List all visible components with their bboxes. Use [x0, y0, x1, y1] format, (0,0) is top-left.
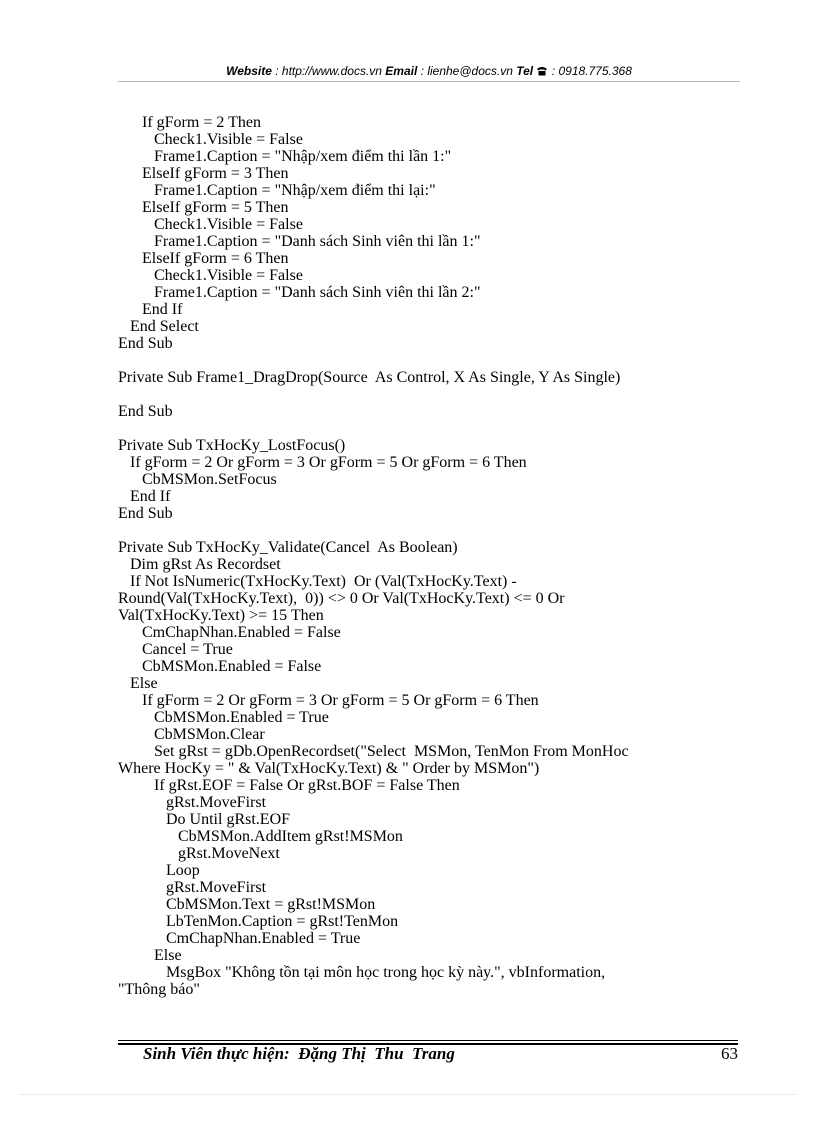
code-line: End Sub [118, 505, 173, 522]
code-listing [118, 114, 758, 998]
code-line: Private Sub Frame1_DragDrop(Source As Control, X As Single, Y As Single) [118, 369, 621, 386]
code-line: Private Sub TxHocKy_LostFocus() [118, 437, 346, 454]
page-number: 63 [721, 1044, 738, 1063]
email-label: Email [385, 64, 418, 78]
code-line: Set gRst = gDb.OpenRecordset("Select MSMon, TenMon From MonHoc [118, 743, 629, 760]
header-divider [118, 81, 740, 82]
website-label: Website [226, 64, 272, 78]
code-line: CbMSMon.Enabled = False [118, 658, 322, 675]
code-line: Cancel = True [118, 641, 233, 658]
code-line: End If [118, 488, 171, 505]
code-line: End Sub [118, 335, 173, 352]
code-line: Frame1.Caption = "Nhập/xem điểm thi lại:" [118, 182, 436, 199]
code-line: ElseIf gForm = 3 Then [118, 165, 289, 182]
code-line: Check1.Visible = False [118, 267, 303, 284]
code-line: End If [118, 301, 183, 318]
code-line: Else [118, 675, 158, 692]
code-line: CbMSMon.SetFocus [118, 471, 277, 488]
code-line: If Not IsNumeric(TxHocKy.Text) Or (Val(TxHocKy.Text) - [118, 573, 517, 590]
code-line [118, 352, 758, 369]
code-line: If gForm = 2 Or gForm = 3 Or gForm = 5 Or gForm = 6 Then [118, 454, 527, 471]
code-line: Frame1.Caption = "Danh sách Sinh viên thi lần 1:" [118, 233, 481, 250]
code-line: ElseIf gForm = 5 Then [118, 199, 289, 216]
code-line: Loop [118, 862, 200, 879]
code-line [118, 522, 758, 539]
code-line: End Sub [118, 403, 173, 420]
code-line: If gForm = 2 Then [118, 114, 261, 131]
phone-icon [536, 66, 548, 76]
code-line: gRst.MoveFirst [118, 794, 267, 811]
code-line: Dim gRst As Recordset [118, 556, 281, 573]
code-line: CbMSMon.Enabled = True [118, 709, 329, 726]
code-line: Val(TxHocKy.Text) >= 15 Then [118, 607, 324, 624]
code-line: gRst.MoveFirst [118, 879, 267, 896]
footer-author: Sinh Viên thực hiện: Đặng Thị Thu Trang [143, 1044, 455, 1063]
code-line: CbMSMon.Clear [118, 726, 265, 743]
code-line: Frame1.Caption = "Danh sách Sinh viên thi lần 2:" [118, 284, 481, 301]
code-line: Else [118, 947, 182, 964]
code-line: Private Sub TxHocKy_Validate(Cancel As Boolean) [118, 539, 458, 556]
code-line: Frame1.Caption = "Nhập/xem điểm thi lần 1:" [118, 148, 452, 165]
code-line: End Select [118, 318, 199, 335]
footer-divider-thin [118, 1040, 738, 1041]
code-line [118, 386, 758, 403]
code-line: CbMSMon.Text = gRst!MSMon [118, 896, 376, 913]
code-line: ElseIf gForm = 6 Then [118, 250, 289, 267]
code-line: "Thông báo" [118, 981, 200, 998]
code-line: CmChapNhan.Enabled = False [118, 624, 341, 641]
code-line: Check1.Visible = False [118, 216, 303, 233]
code-line: MsgBox "Không tồn tại môn học trong học kỳ này.", vbInformation, [118, 964, 606, 981]
code-line: Check1.Visible = False [118, 131, 303, 148]
code-line: CbMSMon.AddItem gRst!MSMon [118, 828, 403, 845]
code-line: gRst.MoveNext [118, 845, 280, 862]
code-line [118, 420, 758, 437]
code-line: Round(Val(TxHocKy.Text), 0)) <> 0 Or Val(TxHocKy.Text) <= 0 Or [118, 590, 565, 607]
code-line: If gForm = 2 Or gForm = 3 Or gForm = 5 Or gForm = 6 Then [118, 692, 539, 709]
tel-label: Tel [516, 64, 534, 78]
website-value: : http://www.docs.vn [271, 64, 386, 78]
email-value: : lienhe@docs.vn [417, 64, 517, 78]
code-line: Where HocKy = " & Val(TxHocKy.Text) & " Order by MSMon") [118, 760, 540, 777]
page-bottom-border [20, 1094, 796, 1095]
code-line: Do Until gRst.EOF [118, 811, 291, 828]
code-line: CmChapNhan.Enabled = True [118, 930, 361, 947]
page-header [118, 64, 740, 78]
code-line: If gRst.EOF = False Or gRst.BOF = False Then [118, 777, 460, 794]
tel-value: : 0918.775.368 [548, 64, 632, 78]
code-line: LbTenMon.Caption = gRst!TenMon [118, 913, 399, 930]
